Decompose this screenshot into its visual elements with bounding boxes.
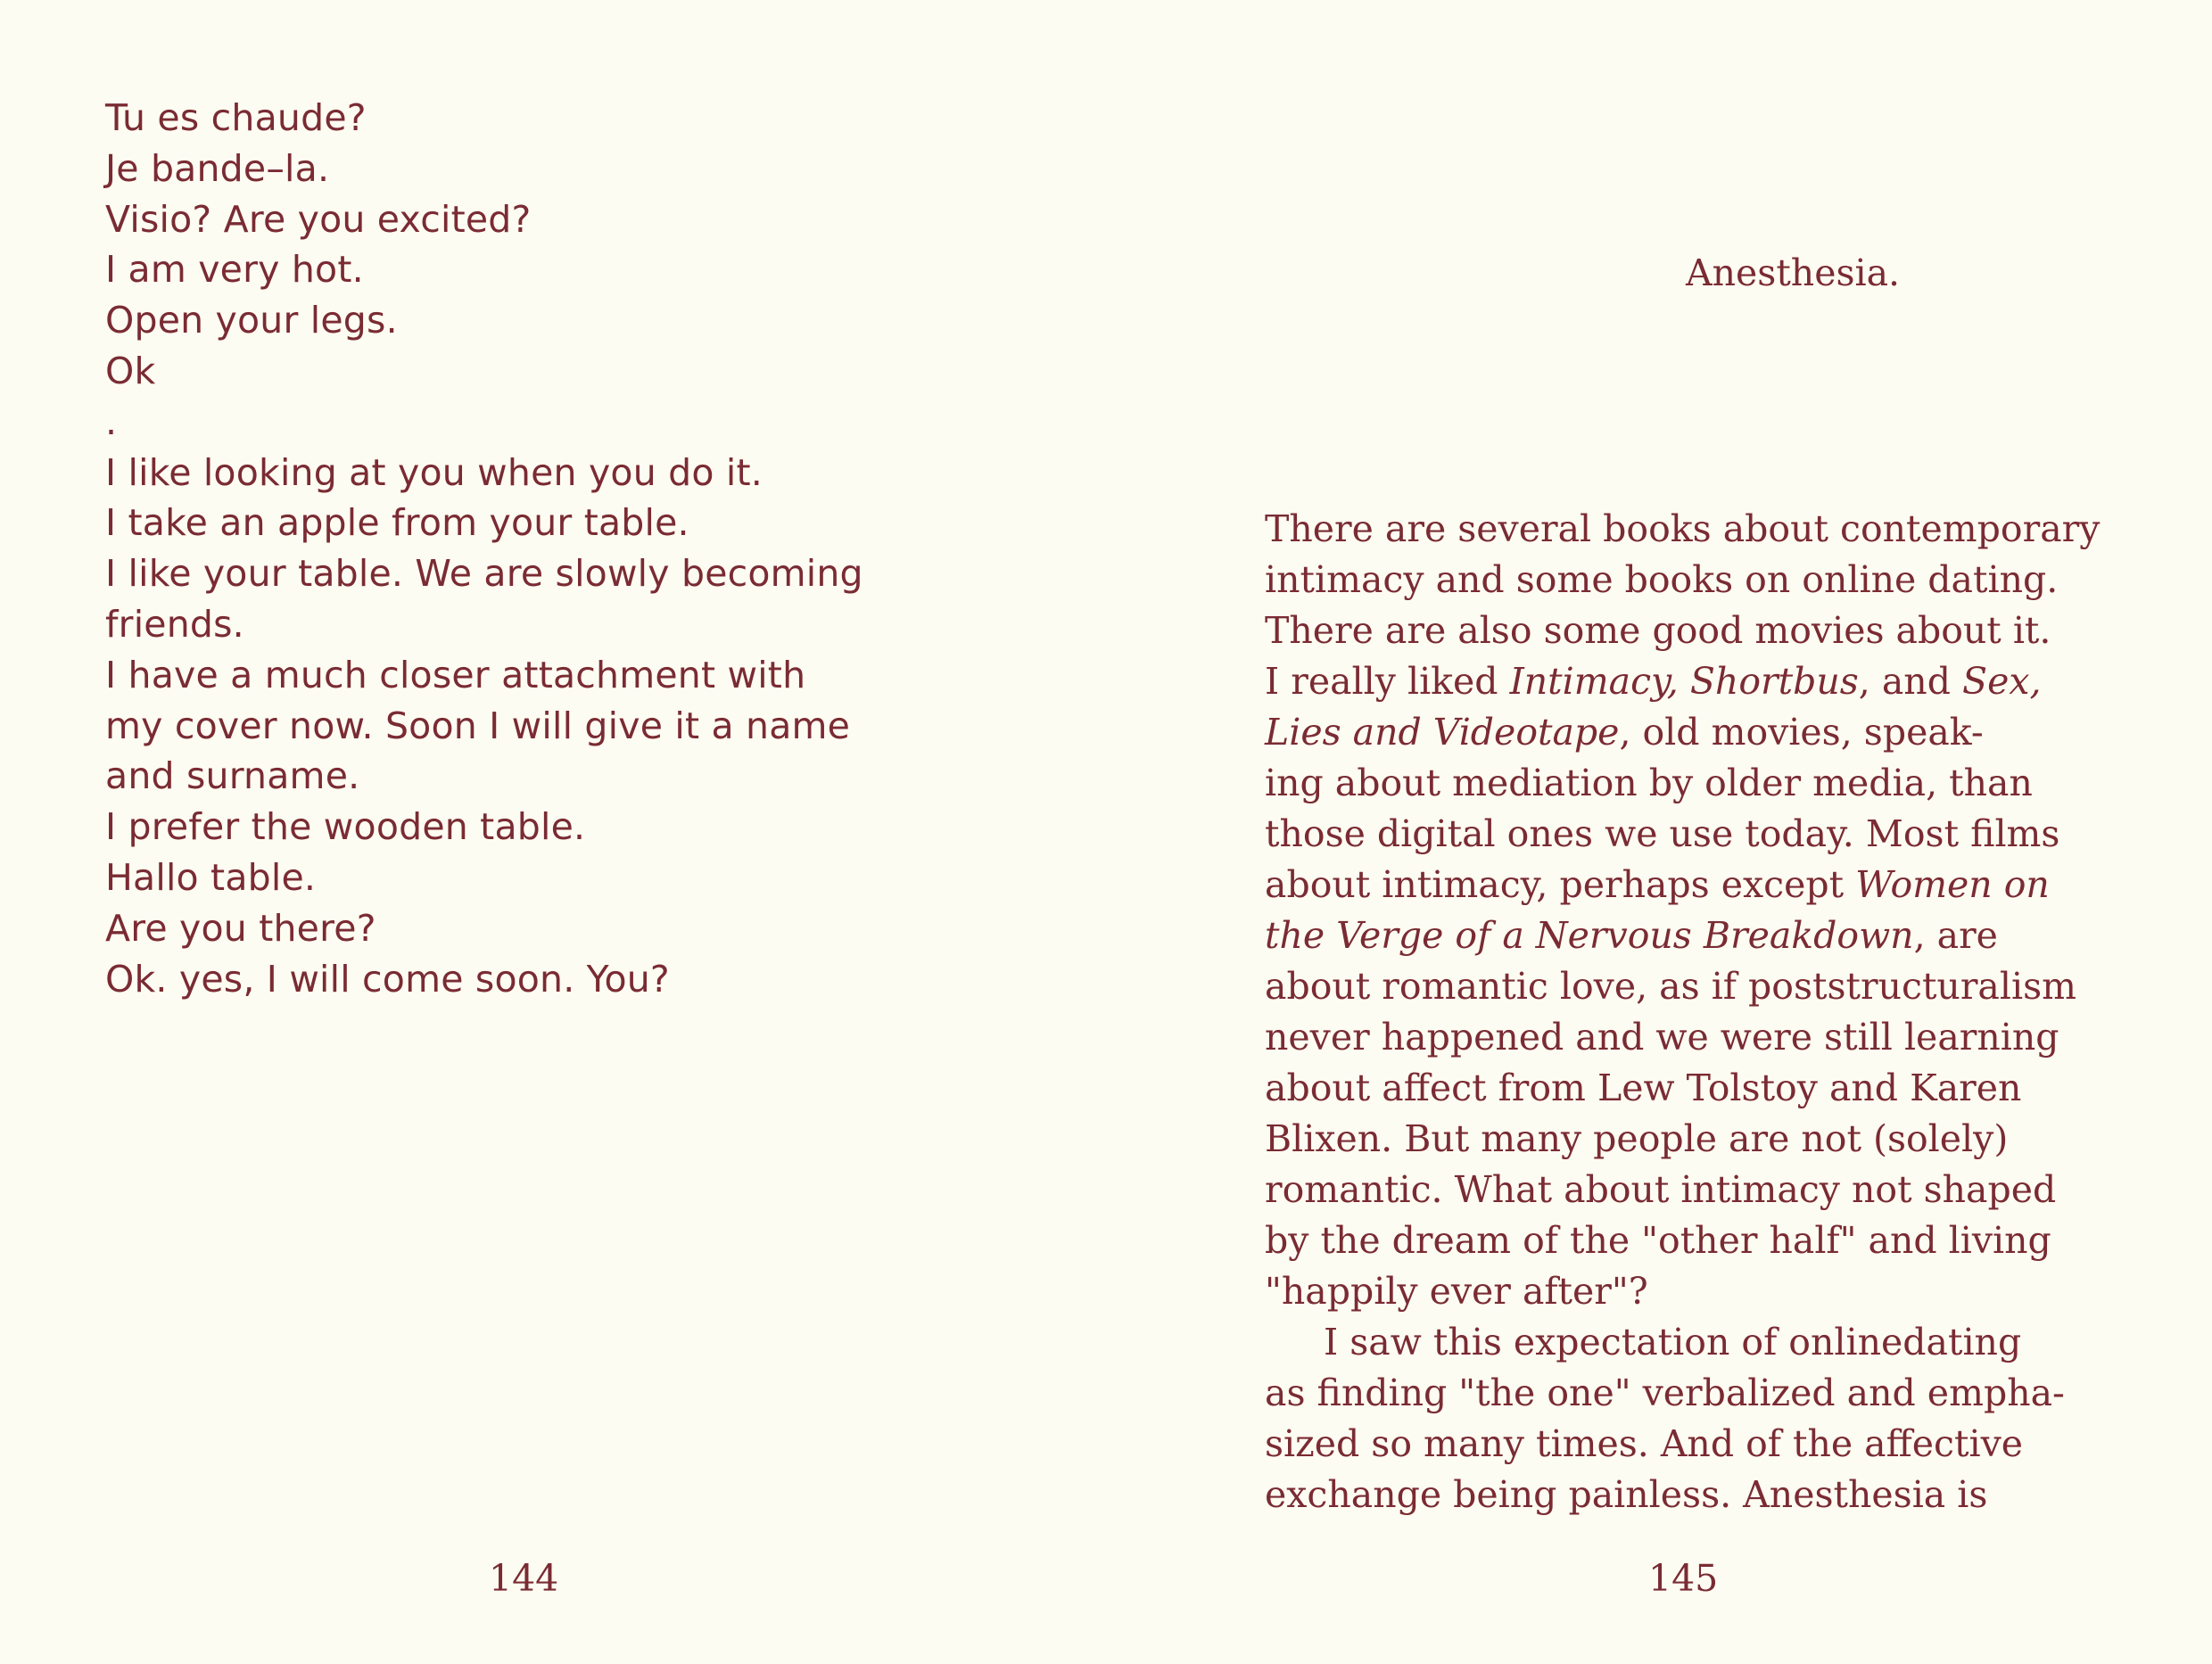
- text-run: Blixen. But many people are not (solely): [1265, 1117, 2009, 1160]
- text-run: as finding "the one" verbalized and empha-: [1265, 1372, 2065, 1414]
- text-run: , are: [1913, 914, 1998, 957]
- body-line: [1265, 1317, 2121, 1368]
- body-paragraphs: [1265, 504, 2121, 1520]
- body-line: [1265, 1063, 2121, 1114]
- chat-line: I take an apple from your table.: [105, 501, 689, 545]
- chat-line: Open your legs.: [105, 299, 398, 342]
- body-line: [1265, 1114, 2121, 1165]
- body-line: [1265, 860, 2121, 910]
- chat-line: Je bande–la.: [105, 146, 330, 190]
- text-run: , and: [1858, 660, 1962, 703]
- body-line: [1265, 1165, 2121, 1215]
- body-line: [1265, 1470, 2121, 1520]
- body-line: [1265, 961, 2121, 1012]
- chat-line: I like looking at you when you do it.: [105, 450, 763, 494]
- page-number-right: 145: [1648, 1557, 1719, 1600]
- text-run: about intimacy, perhaps except: [1265, 863, 1856, 906]
- text-run: sized so many times. And of the affective: [1265, 1422, 2023, 1465]
- chat-line: friends.: [105, 602, 244, 646]
- text-run: those digital ones we use today. Most films: [1265, 812, 2060, 855]
- text-run: by the dream of the "other half" and living: [1265, 1219, 2051, 1262]
- chat-line: .: [105, 400, 118, 443]
- text-run: about affect from Lew Tolstoy and Karen: [1265, 1067, 2022, 1109]
- chat-line: and surname.: [105, 754, 360, 798]
- text-run: ing about mediation by older media, than: [1265, 762, 2033, 804]
- chat-line: Visio? Are you excited?: [105, 197, 532, 241]
- text-run: romantic. What about intimacy not shaped: [1265, 1168, 2057, 1211]
- body-line: [1265, 809, 2121, 860]
- chat-line: Tu es chaude?: [105, 96, 367, 139]
- body-line: [1265, 504, 2121, 555]
- body-line: [1265, 656, 2121, 707]
- chat-line: Ok: [105, 349, 156, 392]
- text-run: "happily ever after"?: [1265, 1270, 1648, 1313]
- body-line: [1265, 1266, 2121, 1317]
- text-run: exchange being painless. Anesthesia is: [1265, 1473, 1988, 1516]
- page-number-left: 144: [489, 1557, 559, 1600]
- text-run: There are several books about contemporary: [1265, 507, 2101, 550]
- text-run: about romantic love, as if poststructuralism: [1265, 965, 2077, 1008]
- section-title: [1106, 246, 2212, 300]
- chat-line: I am very hot.: [105, 248, 364, 292]
- body-line: [1265, 1368, 2121, 1419]
- chat-line: I like your table. We are slowly becoming: [105, 552, 863, 596]
- chat-line: I have a much closer attachment with: [105, 653, 806, 696]
- body-line: [1265, 555, 2121, 605]
- right-page: [1106, 0, 2212, 1664]
- body-line: [1265, 758, 2121, 809]
- text-run: I saw this expectation of onlinedating: [1324, 1321, 2022, 1363]
- body-line: [1265, 1419, 2121, 1470]
- section-title-text: Anesthesia.: [1686, 251, 1901, 294]
- body-line: [1265, 707, 2121, 758]
- body-line: [1265, 1215, 2121, 1266]
- chat-line: I prefer the wooden table.: [105, 805, 586, 849]
- body-line: [1265, 605, 2121, 656]
- chat-transcript: [105, 93, 997, 1004]
- italic-title: Intimacy, Shortbus: [1509, 660, 1859, 703]
- text-run: , old movies, speak-: [1619, 711, 1984, 754]
- body-line: [1265, 910, 2121, 961]
- body-line: [1265, 1012, 2121, 1063]
- text-run: I really liked: [1265, 660, 1510, 703]
- text-run: never happened and we were still learning: [1265, 1016, 2059, 1059]
- chat-line: Ok. yes, I will come soon. You?: [105, 957, 670, 1001]
- chat-line: my cover now. Soon I will give it a name: [105, 704, 851, 747]
- italic-title: Women on: [1855, 863, 2050, 906]
- italic-title: the Verge of a Nervous Breakdown: [1265, 914, 1914, 957]
- italic-title: Lies and Videotape: [1265, 711, 1620, 754]
- text-run: There are also some good movies about it.: [1265, 609, 2051, 652]
- chat-line: Hallo table.: [105, 855, 317, 899]
- italic-title: Sex,: [1961, 660, 2042, 703]
- chat-line: Are you there?: [105, 906, 376, 950]
- text-run: intimacy and some books on online dating.: [1265, 558, 2059, 601]
